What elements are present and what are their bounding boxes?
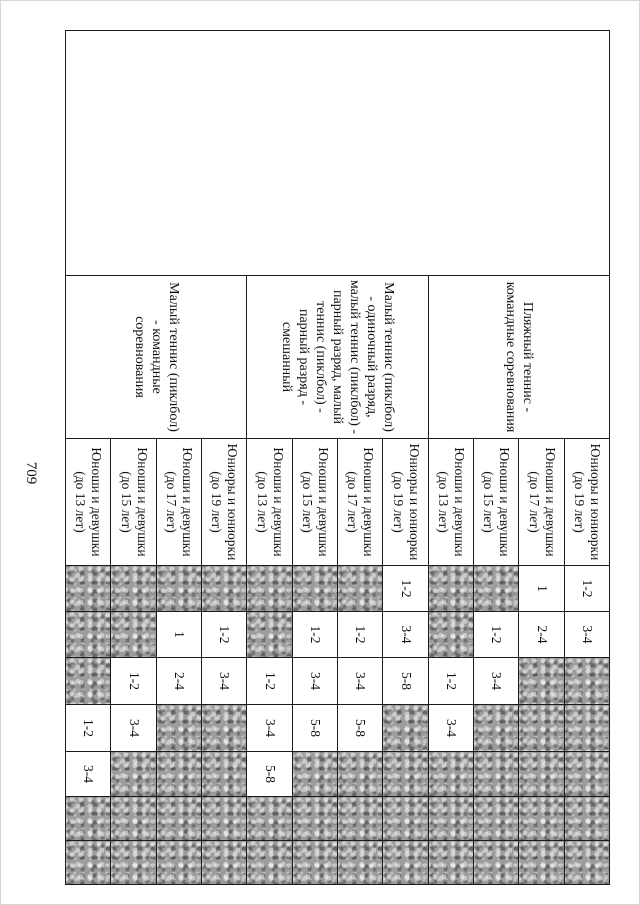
blank-column-cell [66,31,610,276]
shaded-cell [66,658,111,705]
place-range-cell: 1 [519,566,564,612]
place-range-cell: 5-8 [383,658,428,705]
shaded-cell [202,752,247,797]
shaded-cell [519,797,564,841]
shaded-cell [383,752,428,797]
shaded-cell [292,566,337,612]
place-range-cell: 3-4 [247,705,292,752]
age-group-cell: Юноши и девушки (до 15 лет) [111,439,156,566]
place-range-cell: 1-2 [338,612,383,658]
table-body [66,31,610,885]
age-group-cell: Юниоры и юниорки (до 19 лет) [383,439,428,566]
shaded-cell [111,841,156,885]
shaded-cell [338,752,383,797]
shaded-cell [474,705,519,752]
place-range-cell: 3-4 [474,658,519,705]
place-range-cell: 3-4 [564,612,609,658]
shaded-cell [292,752,337,797]
shaded-cell [428,797,473,841]
shaded-cell [474,797,519,841]
shaded-cell [66,566,111,612]
shaded-cell [383,841,428,885]
age-group-cell: Юноши и девушки (до 15 лет) [474,439,519,566]
place-range-cell: 3-4 [338,658,383,705]
shaded-cell [428,612,473,658]
place-range-cell: 1-2 [247,658,292,705]
shaded-cell [66,612,111,658]
shaded-cell [474,752,519,797]
shaded-cell [428,752,473,797]
table-row [564,31,609,885]
place-range-cell: 1-2 [383,566,428,612]
shaded-cell [564,658,609,705]
age-group-cell: Юниоры и юниорки (до 19 лет) [202,439,247,566]
shaded-cell [111,752,156,797]
place-range-cell: 3-4 [428,705,473,752]
place-range-cell: 3-4 [66,752,111,797]
shaded-cell [156,841,201,885]
shaded-cell [247,612,292,658]
shaded-cell [156,566,201,612]
age-group-cell: Юноши и девушки (до 15 лет) [292,439,337,566]
age-group-cell: Юниоры и юниорки (до 19 лет) [564,439,609,566]
age-group-cell: Юноши и девушки (до 17 лет) [156,439,201,566]
place-range-cell: 3-4 [383,612,428,658]
shaded-cell [156,705,201,752]
rotated-table-container [65,30,610,860]
age-group-cell: Юноши и девушки (до 13 лет) [66,439,111,566]
shaded-cell [202,705,247,752]
shaded-cell [383,705,428,752]
shaded-cell [338,841,383,885]
shaded-cell [202,566,247,612]
place-range-cell: 1-2 [292,612,337,658]
shaded-cell [111,566,156,612]
place-range-cell: 1-2 [428,658,473,705]
shaded-cell [564,752,609,797]
shaded-cell [292,841,337,885]
shaded-cell [428,841,473,885]
place-range-cell: 2-4 [156,658,201,705]
place-range-cell: 2-4 [519,612,564,658]
place-range-cell: 3-4 [111,705,156,752]
age-group-cell: Юноши и девушки (до 17 лет) [519,439,564,566]
place-range-cell: 1-2 [66,705,111,752]
shaded-cell [564,841,609,885]
place-range-cell: 5-8 [247,752,292,797]
age-group-cell: Юноши и девушки (до 13 лет) [247,439,292,566]
shaded-cell [338,797,383,841]
shaded-cell [156,797,201,841]
place-range-cell: 1-2 [202,612,247,658]
shaded-cell [247,841,292,885]
age-group-cell: Юноши и девушки (до 13 лет) [428,439,473,566]
shaded-cell [66,797,111,841]
shaded-cell [292,797,337,841]
age-group-cell: Юноши и девушки (до 17 лет) [338,439,383,566]
shaded-cell [474,566,519,612]
shaded-cell [519,705,564,752]
results-table [65,30,610,885]
shaded-cell [519,752,564,797]
shaded-cell [66,841,111,885]
shaded-cell [156,752,201,797]
sport-name-cell: Пляжный теннис - командные соревнования [428,276,609,439]
shaded-cell [247,566,292,612]
place-range-cell: 1 [156,612,201,658]
shaded-cell [474,841,519,885]
shaded-cell [519,658,564,705]
sport-name-cell: Малый теннис (пиклбол) - командные соревнования [66,276,247,439]
place-range-cell: 3-4 [202,658,247,705]
shaded-cell [202,797,247,841]
place-range-cell: 3-4 [292,658,337,705]
place-range-cell: 5-8 [338,705,383,752]
shaded-cell [202,841,247,885]
place-range-cell: 5-8 [292,705,337,752]
sport-name-cell: Малый теннис (пиклбол) - одиночный разряд, малый теннис (пиклбол) - парный разряд, малый теннис (пиклбол) - парный разряд - смешанный [247,276,428,439]
page-number: 709 [23,461,39,485]
place-range-cell: 1-2 [111,658,156,705]
shaded-cell [564,797,609,841]
shaded-cell [111,612,156,658]
shaded-cell [383,797,428,841]
shaded-cell [111,797,156,841]
shaded-cell [564,705,609,752]
shaded-cell [247,797,292,841]
shaded-cell [428,566,473,612]
place-range-cell: 1-2 [564,566,609,612]
place-range-cell: 1-2 [474,612,519,658]
shaded-cell [519,841,564,885]
shaded-cell [338,566,383,612]
